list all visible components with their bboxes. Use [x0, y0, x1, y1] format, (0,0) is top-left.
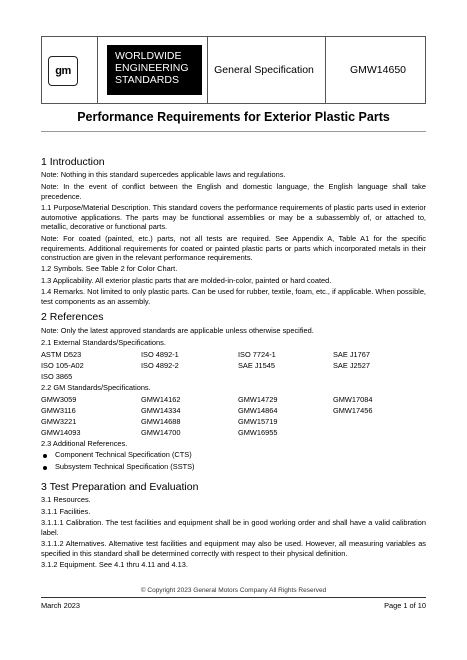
- page-number: Page 1 of 10: [384, 601, 426, 610]
- spec-number: GMW14650: [349, 64, 407, 76]
- paragraph: 3.1.2 Equipment. See 4.1 thru 4.11 and 4.13.: [41, 560, 188, 569]
- table-cell: GMW14729: [238, 395, 278, 404]
- banner-line: STANDARDS: [115, 74, 179, 86]
- table-cell: ISO 7724-1: [238, 350, 276, 359]
- bullet-icon: [43, 454, 47, 458]
- paragraph: Note: Nothing in this standard supercedes applicable laws and regulations.: [41, 170, 286, 179]
- footer-rule: [41, 597, 426, 598]
- table-cell: GMW15719: [238, 417, 278, 426]
- table-cell: ISO 105-A02: [41, 361, 84, 370]
- table-cell: GMW3059: [41, 395, 77, 404]
- paragraph: 3.1.1.2 Alternatives. Alternative test facilities and equipment may also be used. However, all measuring variables as specified in this standard shall be determined correctly with respect to their physical definition.: [41, 539, 426, 558]
- paragraph: 3.1.1 Facilities.: [41, 507, 91, 516]
- table-cell: GMW14864: [238, 406, 278, 415]
- list-item: Component Technical Specification (CTS): [55, 450, 192, 459]
- table-cell: GMW14334: [141, 406, 181, 415]
- paragraph: Note: In the event of conflict between the English and domestic language, the English language shall take precedence.: [41, 182, 426, 201]
- table-cell: GMW16955: [238, 428, 278, 437]
- section-heading: 3 Test Preparation and Evaluation: [41, 481, 199, 493]
- table-cell: GMW14093: [41, 428, 81, 437]
- table-cell: GMW14700: [141, 428, 181, 437]
- paragraph: 2.1 External Standards/Specifications.: [41, 338, 166, 347]
- table-cell: GMW3221: [41, 417, 77, 426]
- copyright-notice: © Copyright 2023 General Motors Company All Rights Reserved: [140, 587, 327, 594]
- paragraph: 2.3 Additional References.: [41, 439, 128, 448]
- gm-logo: gm: [48, 56, 78, 86]
- worldwide-engineering-standards-banner: [107, 45, 202, 95]
- table-cell: SAE J1767: [333, 350, 370, 359]
- paragraph: 3.1 Resources.: [41, 495, 91, 504]
- table-cell: GMW17456: [333, 406, 373, 415]
- paragraph: 3.1.1.1 Calibration. The test facilities and equipment shall be in good working order and shall have a valid calibration label.: [41, 518, 426, 537]
- section-heading: 2 References: [41, 311, 104, 323]
- table-cell: ISO 4892-1: [141, 350, 179, 359]
- paragraph: 1.1 Purpose/Material Description. This standard covers the performance requirements of plastic parts used in exterior automotive applications. The parts may be functional assemblies or may be a subassembly of, or attached to, metallic, decorative or functional parts.: [41, 203, 426, 232]
- issue-date: March 2023: [41, 601, 81, 610]
- table-cell: SAE J2527: [333, 361, 370, 370]
- paragraph: Note: For coated (painted, etc.) parts, not all tests are required. See Appendix A, Table A1 for the specific requirements. Additional requirements for coated or painted plastic parts or parts which incorporated metals in their construction are given in the relevant performance requirements.: [41, 234, 426, 263]
- banner-line: WORLDWIDE: [115, 50, 182, 62]
- table-cell: ASTM D523: [41, 350, 82, 359]
- table-cell: GMW3116: [41, 406, 76, 415]
- bullet-icon: [43, 466, 47, 470]
- paragraph: 1.4 Remarks. Not limited to only plastic parts. Can be used for rubber, textile, foam, etc., if applicable. When possible, test components as an assembly.: [41, 287, 426, 306]
- table-cell: ISO 4892-2: [141, 361, 179, 370]
- paragraph: Note: Only the latest approved standards are applicable unless otherwise specified.: [41, 326, 314, 335]
- table-cell: ISO 3865: [41, 372, 73, 381]
- table-cell: GMW14688: [141, 417, 181, 426]
- section-heading: 1 Introduction: [41, 156, 105, 168]
- banner-line: ENGINEERING: [115, 62, 189, 74]
- header-divider: [325, 37, 326, 103]
- table-cell: GMW17084: [333, 395, 373, 404]
- header-divider: [97, 37, 98, 103]
- spec-type: General Specification: [214, 64, 314, 76]
- document-title: Performance Requirements for Exterior Plastic Parts: [77, 110, 390, 124]
- title-rule: [41, 131, 426, 132]
- table-cell: SAE J1545: [238, 361, 275, 370]
- paragraph: 1.2 Symbols. See Table 2 for Color Chart.: [41, 264, 178, 273]
- paragraph: 2.2 GM Standards/Specifications.: [41, 383, 151, 392]
- table-cell: GMW14162: [141, 395, 181, 404]
- list-item: Subsystem Technical Specification (SSTS): [55, 462, 195, 471]
- paragraph: 1.3 Applicability. All exterior plastic parts that are molded-in-color, painted or hard coated.: [41, 276, 332, 285]
